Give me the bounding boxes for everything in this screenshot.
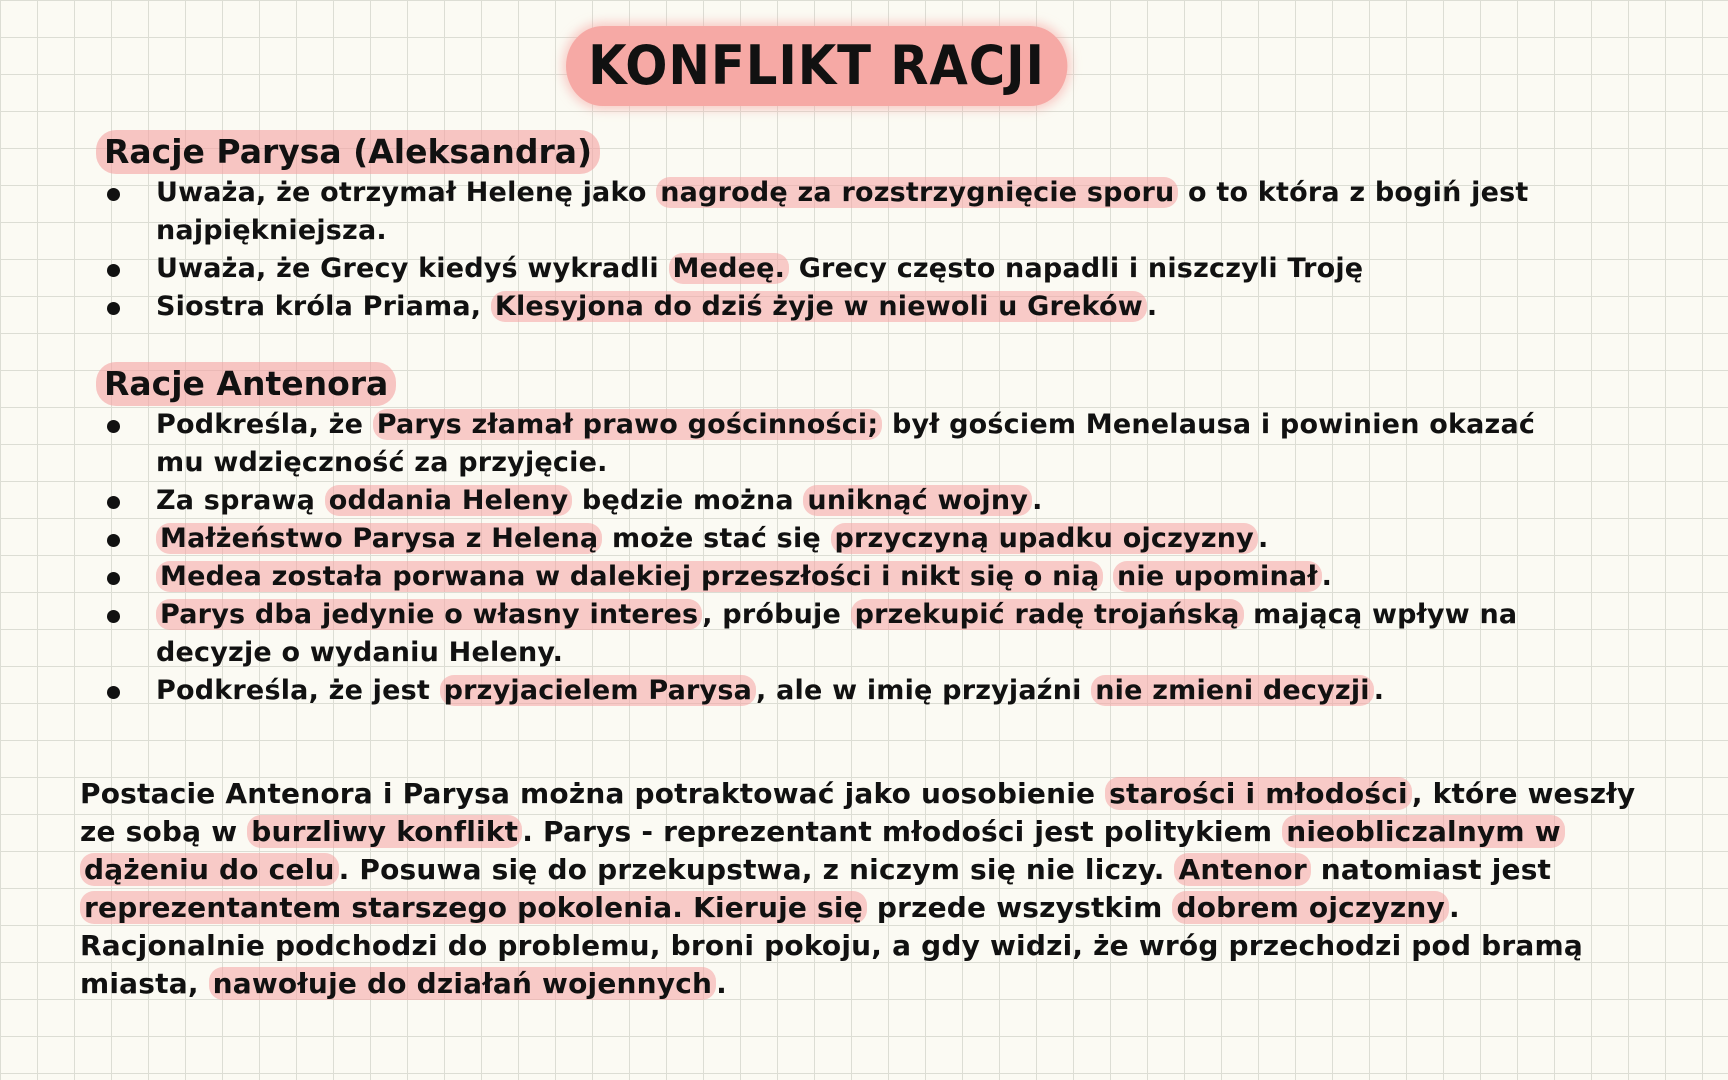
page-title: KONFLIKT RACJI bbox=[566, 26, 1067, 106]
bullet-icon bbox=[107, 420, 120, 433]
bullet-icon bbox=[107, 264, 120, 277]
antenor-list bbox=[90, 406, 1550, 710]
highlight: dobrem ojczyzny bbox=[1172, 891, 1449, 924]
bullet-icon bbox=[107, 496, 120, 509]
list-item: Uważa, że Grecy kiedyś wykradli Medeę. Grecy często napadli i niszczyli Troję bbox=[90, 250, 1550, 288]
highlight: oddania Heleny bbox=[325, 485, 573, 516]
paris-list bbox=[90, 174, 1550, 326]
list-item: Podkreśla, że jest przyjacielem Parysa , ale w imię przyjaźni nie zmieni decyzji . bbox=[90, 672, 1550, 710]
antenor-heading: Racje Antenora bbox=[96, 362, 396, 406]
paris-heading: Racje Parysa (Aleksandra) bbox=[96, 130, 600, 174]
bullet-icon bbox=[107, 534, 120, 547]
highlight: nie zmieni decyzji bbox=[1091, 675, 1374, 706]
highlight: nie upominał bbox=[1113, 561, 1322, 592]
highlight: nieobliczalnym w dążeniu do celu bbox=[80, 815, 1565, 886]
highlight: Antenor bbox=[1174, 853, 1310, 886]
list-item: Podkreśla, że Parys złamał prawo gościnności; był gościem Menelausa i powinien okazać mu wdzięczność za przyjęcie. bbox=[90, 406, 1550, 482]
highlight: nagrodę za rozstrzygnięcie sporu bbox=[656, 177, 1178, 208]
highlight: burzliwy konflikt bbox=[247, 815, 522, 848]
antenor-section bbox=[90, 362, 1550, 710]
bullet-icon bbox=[107, 610, 120, 623]
list-item: Za sprawą oddania Heleny będzie można uniknąć wojny . bbox=[90, 482, 1550, 520]
paris-section bbox=[90, 130, 1550, 326]
highlight: Medea została porwana w dalekiej przeszłości i nikt się o nią bbox=[156, 561, 1103, 592]
list-item: Parys dba jedynie o własny interes , próbuje przekupić radę trojańską mającą wpływ na decyzje o wydaniu Heleny. bbox=[90, 596, 1550, 672]
highlight: Małżeństwo Parysa z Heleną bbox=[156, 523, 602, 554]
bullet-icon bbox=[107, 572, 120, 585]
highlight: Medeę. bbox=[669, 253, 790, 284]
highlight: przyjacielem Parysa bbox=[440, 675, 756, 706]
bullet-icon bbox=[107, 302, 120, 315]
list-item: Medea została porwana w dalekiej przeszłości i nikt się o nią nie upominał . bbox=[90, 558, 1550, 596]
list-item: Uważa, że otrzymał Helenę jako nagrodę za rozstrzygnięcie sporu o to która z bogiń jest najpiękniejsza. bbox=[90, 174, 1550, 250]
highlight: przekupić radę trojańską bbox=[851, 599, 1244, 630]
highlight: starości i młodości bbox=[1105, 777, 1412, 810]
highlight: Parys złamał prawo gościnności; bbox=[373, 409, 883, 440]
list-item: Siostra króla Priama, Klesyjona do dziś żyje w niewoli u Greków . bbox=[90, 288, 1550, 326]
highlight: Parys dba jedynie o własny interes bbox=[156, 599, 702, 630]
highlight: reprezentantem starszego pokolenia. Kieruje się bbox=[80, 891, 867, 924]
highlight: nawołuje do działań wojennych bbox=[209, 967, 717, 1000]
highlight: Klesyjona do dziś żyje w niewoli u Greków bbox=[491, 291, 1147, 322]
list-item: Małżeństwo Parysa z Heleną może stać się przyczyną upadku ojczyzny . bbox=[90, 520, 1550, 558]
bullet-icon bbox=[107, 188, 120, 201]
bullet-icon bbox=[107, 686, 120, 699]
summary-paragraph: Postacie Antenora i Parysa można potraktować jako uosobienie starości i młodości , które weszły ze sobą w burzliwy konflikt . Parys - reprezentant młodości jest politykiem nieobliczalnym w dążeniu do celu . Posuwa się do przekupstwa, z niczym się nie liczy. Antenor natomiast jest reprezentantem starszego pokolenia. Kieruje się przede wszystkim dobrem ojczyzny . Racjonalnie podchodzi do problemu, broni pokoju, a gdy widzi, że wróg przechodzi pod bramą miasta, nawołuje do działań wojennych . bbox=[80, 777, 1636, 1000]
highlight: przyczyną upadku ojczyzny bbox=[831, 523, 1258, 554]
highlight: uniknąć wojny bbox=[803, 485, 1032, 516]
